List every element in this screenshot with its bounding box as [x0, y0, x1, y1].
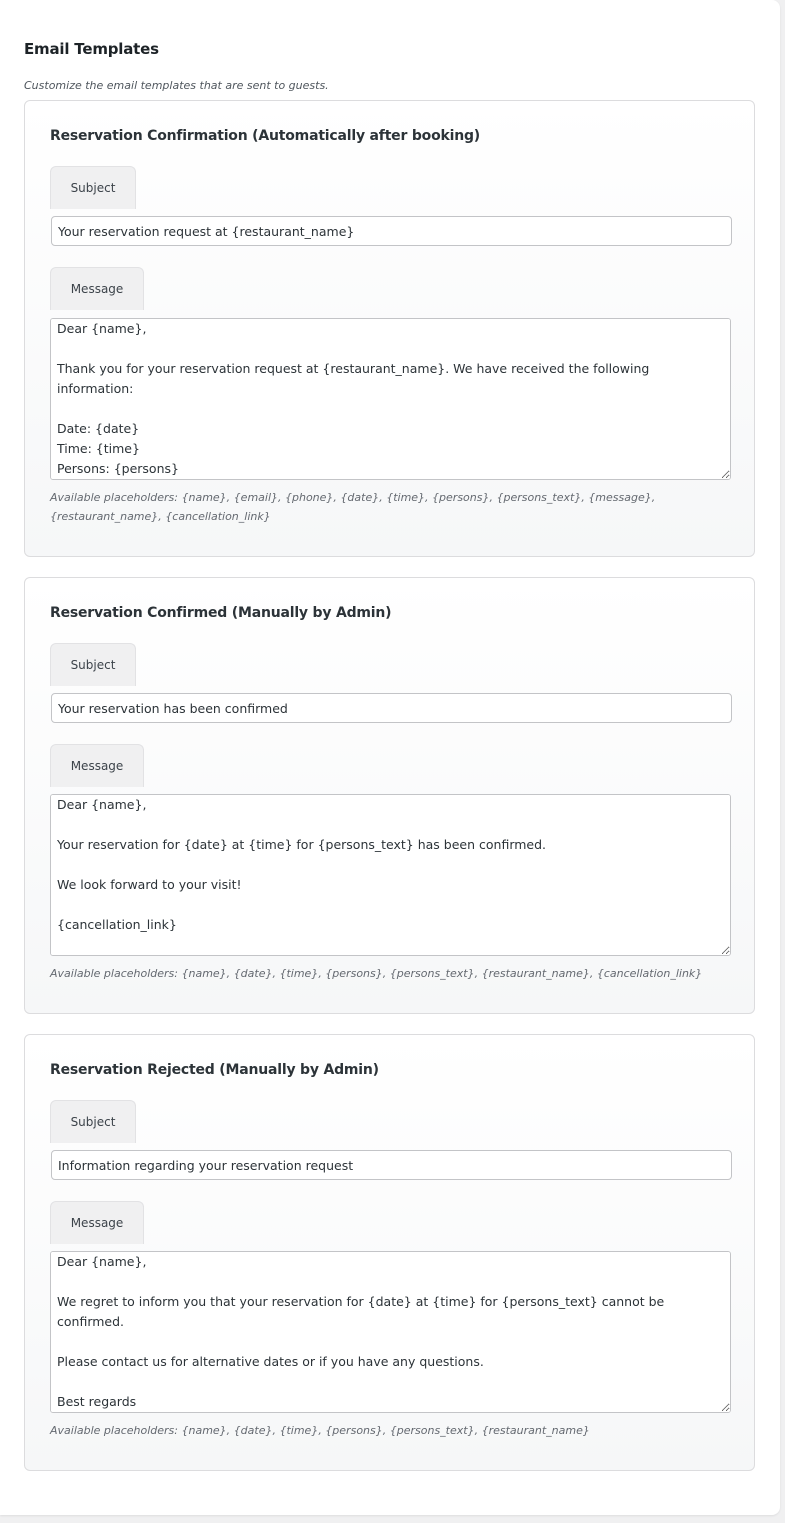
- message-label: Message: [50, 744, 144, 787]
- card-title: Reservation Confirmed (Manually by Admin): [50, 605, 392, 621]
- message-label: Message: [50, 1201, 144, 1244]
- message-label: Message: [50, 267, 144, 310]
- subject-label: Subject: [50, 166, 136, 209]
- subject-label: Subject: [50, 1100, 136, 1143]
- subject-label: Subject: [50, 643, 136, 686]
- template-card-confirmed: [24, 577, 755, 1014]
- card-title: Reservation Confirmation (Automatically after booking): [50, 128, 481, 144]
- template-card-confirmation: [24, 100, 755, 557]
- placeholders-help: Available placeholders: {name}, {email}, {phone}, {date}, {time}, {persons}, {persons_text}, {message}, {restaurant_name}, {cancellation_link}: [50, 491, 656, 523]
- card-title: Reservation Rejected (Manually by Admin): [50, 1062, 379, 1078]
- section-description: Customize the email templates that are sent to guests.: [24, 79, 329, 92]
- template-card-rejected: [24, 1034, 755, 1471]
- message-textarea[interactable]: [50, 318, 731, 480]
- placeholders-help: Available placeholders: {name}, {date}, {time}, {persons}, {persons_text}, {restaurant_name}: [50, 1424, 590, 1437]
- message-textarea[interactable]: [50, 1251, 731, 1413]
- subject-input[interactable]: [51, 693, 732, 723]
- subject-input[interactable]: [51, 216, 732, 246]
- message-textarea[interactable]: [50, 794, 731, 956]
- section-title: Email Templates: [24, 40, 159, 58]
- placeholders-help: Available placeholders: {name}, {date}, {time}, {persons}, {persons_text}, {restaurant_name}, {cancellation_link}: [50, 967, 703, 980]
- subject-input[interactable]: [51, 1150, 732, 1180]
